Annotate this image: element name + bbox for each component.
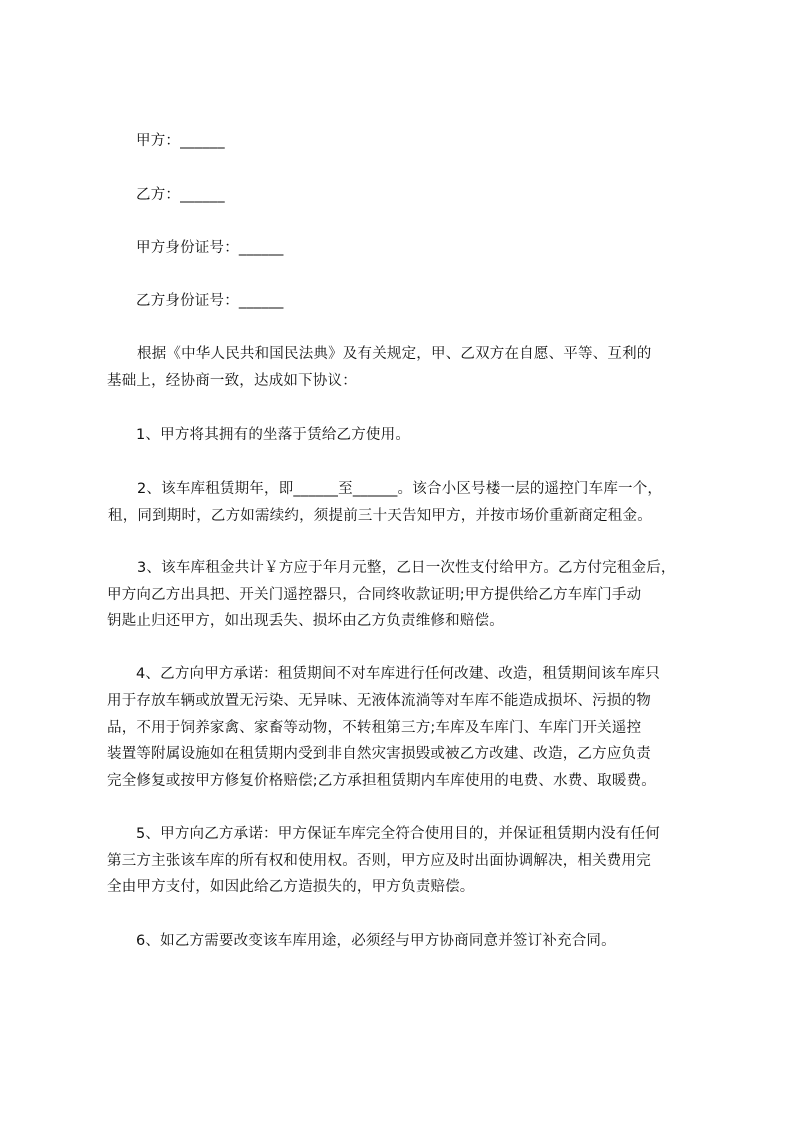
- clause-3-line-2: 甲方向乙方出具把、开关门遥控器只，合同终收款证明;甲方提供给乙方车库门手动: [107, 587, 642, 603]
- clause-5-line-3: 全由甲方支付，如因此给乙方造损失的，甲方负责赔偿。: [107, 879, 475, 895]
- intro-line-1: 根据《中华人民共和国民法典》及有关规定，甲、乙双方在自愿、平等、互利的: [137, 346, 652, 362]
- clause-5-line-1: 5、甲方向乙方承诺：甲方保证车库完全符合使用目的，并保证租赁期内没有任何: [136, 826, 660, 842]
- party-b-line: 乙方：______: [136, 187, 225, 203]
- clause-1-line-1: 1、甲方将其拥有的坐落于赁给乙方使用。: [136, 427, 411, 443]
- clause-4-line-3: 品，不用于饲养家禽、家畜等动物，不转租第三方;车库及车库门、车库门开关遥控: [107, 720, 642, 736]
- clause-4-line-4: 装置等附属设施如在租赁期内受到非自然灾害损毁或被乙方改建、改造，乙方应负责: [107, 746, 651, 762]
- clause-5-line-2: 第三方主张该车库的所有权和使用权。否则，甲方应及时出面协调解决，相关费用完: [107, 853, 651, 869]
- clause-3-line-3: 钥匙止归还甲方，如出现丢失、损坏由乙方负责维修和赔偿。: [107, 613, 504, 629]
- clause-2-line-1: 2、该车库租赁期年，即______至______。该合小区号楼一层的遥控门车库一个，: [137, 481, 663, 497]
- intro-line-2: 基础上，经协商一致，达成如下协议：: [107, 373, 357, 389]
- clause-4-line-5: 完全修复或按甲方修复价格赔偿;乙方承担租赁期内车库使用的电费、水费、取暖费。: [107, 773, 656, 789]
- clause-4-line-1: 4、乙方向甲方承诺：租赁期间不对车库进行任何改建、改造，租赁期间该车库只: [136, 666, 660, 682]
- clause-4-line-2: 用于存放车辆或放置无污染、无异味、无液体流淌等对车库不能造成损坏、污损的物: [107, 693, 651, 709]
- party-b-id-line: 乙方身份证号：______: [136, 293, 284, 309]
- clause-3-line-1: 3、该车库租金共计￥方应于年月元整，乙日一次性支付给甲方。乙方付完租金后，: [137, 560, 676, 576]
- party-a-line: 甲方：______: [136, 133, 225, 149]
- party-a-id-line: 甲方身份证号：______: [136, 240, 284, 256]
- clause-6-line-1: 6、如乙方需要改变该车库用途，必须经与甲方协商同意并签订补充合同。: [136, 933, 616, 949]
- clause-2-line-2: 租，同到期时，乙方如需续约，须提前三十天告知甲方，并按市场价重新商定租金。: [108, 508, 652, 524]
